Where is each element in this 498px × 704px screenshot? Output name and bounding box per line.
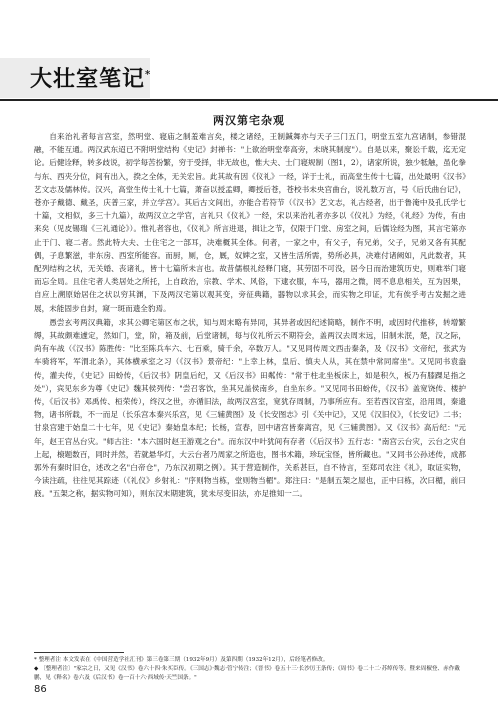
paragraph: 愚尝玄考两汉典籍，求其公卿宅第区布之状，知与周末略有异同，其异者或因纪述简略，制作不明，或因时代推移，转增繁缛，其故颇难遽定，然如门，堂，阶，箱及前，后堂诸制，每与仪礼所云不期符会，盖两汉去周末远，旧制未泯，楚，汉之际，尚有车战（《汉书》陈胜传："比至陈兵车六、七百乘，骑千余，卒数万人。"又见同传周文西击秦条，及《汉书》文帝纪，张武为车骑将军，军渭北条），其体横承室之习（《汉书》景帝纪："上幸上林，皇后、慎夫人从，其在禁中常同席坐"。又见同书袁盎传，灌夫传，《史记》田蚡传，《后汉书》阴皇后纪，又《后汉书》田粼传："常于柱北坐板床上，如是积久，板乃有膝踝足指之处"），宾见东乡为尊《史记》魏其侯列传："尝召客饮，坐其兄盖侯南乡，自坐东乡。"又见同书田蚡传，《汉书》盖宽饶传、楼护传，《后汉书》邓禹传、桓荣传），终汉之世，亦循旧法，故两汉宫室，宽犹存周制，乃事所应有。至若西汉宫室，沿用周，秦遗物，诸书所载，不一而足（长乐宫本秦兴乐宫，见《三辅黄图》及《长安图志》引《关中记》，又见《汉旧仪》，《长安记》二书；甘泉宫建于始皇二十七年，见《史记》秦始皇本纪；长杨，宣春，回中诸宫皆秦离宫，见《三辅黄图》。又《汉书》高后纪："元年，赵王宫丛台灾。"师古注："本六国时赵王游观之台"。而东汉中叶犹间有存者（《后汉书》五行志："南宫云台灾，云台之灾自上起，榱题数百，同时并然，若就悬华灯，大云台者乃周家之所造也，图书术籍，珍玩宝怪，皆所藏也。"又同书公孙述传，成都郭外有秦时旧仓，述改之名"白帝仓"，乃东汉初期之例）。其于营造制作，关系甚巨，自不待言，至郑司农注《礼》，取证实物，今读注疏，往往见其踪迹（《礼仪》乡射礼："序则物当栋，堂则物当楣"。郑注曰："是制五架之屋也，正中曰栋，次曰楣，前曰庪。"五架之称，据实物可知），则东汉末期建筑，犹未尽变旧法，亦足推知一二。 xyxy=(34,317,466,499)
article-body xyxy=(34,130,466,501)
title-footnote-mark: * xyxy=(145,69,152,81)
footnote: ◆ 〔整理者注〕"家宗之日，又见《汉书》卷六十四·朱买臣传。《三国志》·魏志·管宁传注；《晋书》卷五十三·长沙厉王条传；《周书》卷二十二·苏绰传等。暨来周椒登、赤作戴鹏，见《释名》卷六及《后汉书》卷一百十六·西域传·天竺国条。" xyxy=(34,666,460,681)
page-number: 86 xyxy=(34,684,47,695)
paragraph: 自来治礼者每言宫室，然明堂、寝庙之制羞难言矣，楼之诸经，王制鍼舞亦与天子三门五门，明堂五室九宫诸制，参错混融，不能互通。两汉武东迢已不附明堂结构《史记》封禅书："上欲治明堂奉高旁，未晓其制度"）。自是以来，聚讼千载，迄无定论。后健诠释，转多歧说，初学每苦扮繁，穷于受择，非无故也，惟大夫、士门寝规制（图1，2），诸家所说，独少牴触，虽化拳与东、西夹分位，间有出入，揆之全体，无关宏旨。此其故有因《仪礼》一经，详于士礼，而高堂生传十七篇，出处最明《汉书》艺文志及儒林传。汉兴，高堂生传士礼十七篇，萧奋以授孟卿，卿授后苍，苍校书未央宫曲台，说礼数万言，号《后氏曲台记》，苍亦子戴德、戴圣，庆普三家，并立学宫）。其后古文间出，亦能合若符节（《汉书》艺文志，礼古经者，出于鲁淹中及孔氏学七十篇，文相似，多三十九篇），故两汉立之学官，言礼只《仪礼》一经，宋以来治礼者亦多以《仪礼》为经，《礼经》为传，有由来矣（见皮锡瑞《三礼通论》）。惟礼者容也，《仪礼》所言进退，揖让之节，仅限于门堂、房室之间，后儒诠经为图，其言宅第亦止于门、寝二者。然此特大夫、士住宅之一部耳，决难概其全体。何者，一家之中，有父子，有兄弟，父子，兄弟又各有其配偶，子息繁滋，非东房、西室所能容。而厨，厕，仓，厩，奴婢之室，又皆生活所需，势所必具，决难付诸阙如，凡此数者，其配列结构之状，无关婚、丧诸礼，皆十七篇所未言也。故昔儒根礼经释门寝，其劳固不可没，居今日而治建筑历史，则难举门寝而忘全局。且住宅者人类居处之所托，上自政治，宗教、学术、风俗，下逮衣服，车马，器用之微，罔不息息相关，互为因果，自应上溯原始居住之状以穷其渊，下及两汉宅第以观其变，旁征典籍，器物以求其会，而实物之印证，尤有俟乎考古发掘之进展，未能固步自封，窥一斑而遗全豹焉。 xyxy=(34,132,466,313)
footnotes xyxy=(34,656,466,683)
column-title xyxy=(30,62,151,93)
footnote-rule xyxy=(34,652,124,653)
article-title: 两汉第宅杂观 xyxy=(213,114,285,127)
column-header xyxy=(0,58,498,98)
footnote: * 整理者注 本文发表在《中国营造学社汇刊》第三卷第三期（1932年9月）及第四期（1932年12月），后经笔者修改。 xyxy=(34,657,329,663)
column-title-text: 大壮室笔记 xyxy=(30,66,146,92)
header-rule xyxy=(0,99,498,101)
